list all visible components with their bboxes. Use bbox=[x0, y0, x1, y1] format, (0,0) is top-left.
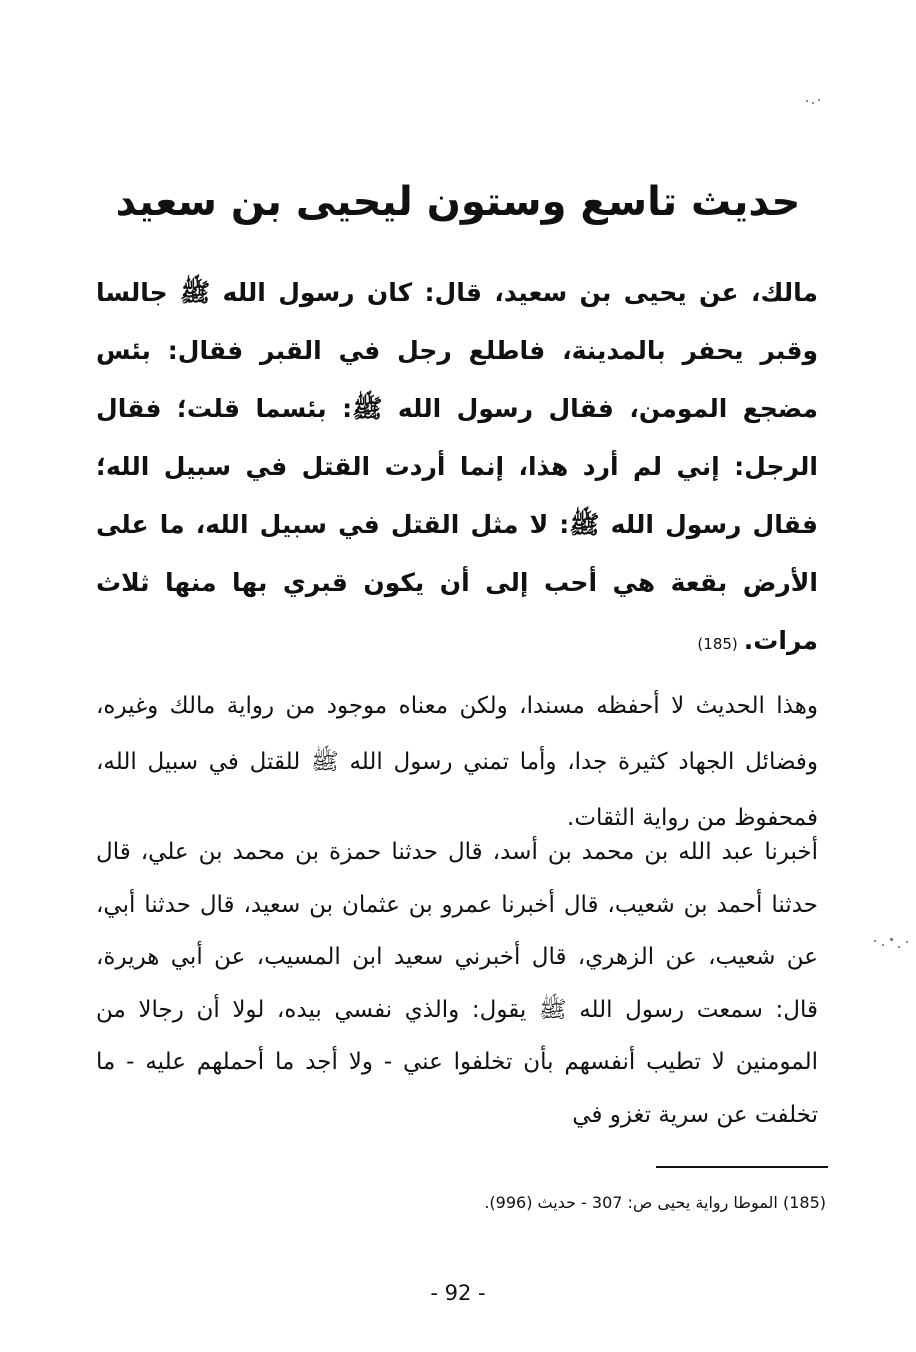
commentary-paragraph: وهذا الحديث لا أحفظه مسندا، ولكن معناه موجود من رواية مالك وغيره، وفضائل الجهاد كثيرة جدا، وأما تمني رسول الله ﷺ للقتل في سبيل الله، فمحفوظ من رواية الثقات. bbox=[96, 693, 818, 831]
footnote: (185) الموطا رواية يحيى ص: 307 - حديث (996). bbox=[484, 1193, 826, 1212]
page-number: - 92 - bbox=[430, 1281, 486, 1305]
hadith-paragraph bbox=[96, 264, 818, 673]
footnote-reference: (185) bbox=[697, 635, 738, 653]
footnote-divider bbox=[656, 1166, 828, 1168]
chapter-heading: حديث تاسع وستون ليحيى بن سعيد bbox=[115, 178, 801, 225]
isnad-paragraph: أخبرنا عبد الله بن محمد بن أسد، قال حدثنا حمزة بن محمد بن علي، قال حدثنا أحمد بن شعيب، قال أخبرنا عمرو بن عثمان بن سعيد، قال حدثنا أبي، عن شعيب، عن الزهري، قال أخبرني سعيد ابن المسيب، عن أبي هريرة، قال: سمعت رسول الله ﷺ يقول: والذي نفسي بيده، لولا أن رجالا من المومنين لا تطيب أنفسهم بأن تخلفوا عني - ولا أجد ما أحملهم عليه - ما تخلفت عن سرية تغزو في bbox=[96, 839, 818, 1128]
hadith-text: مالك، عن يحيى بن سعيد، قال: كان رسول الله ﷺ جالسا وقبر يحفر بالمدينة، فاطلع رجل في القبر فقال: بئس مضجع المومن، فقال رسول الله ﷺ: بئسما قلت؛ فقال الرجل: إني لم أرد هذا، إنما أردت القتل في سبيل الله؛ فقال رسول الله ﷺ: لا مثل القتل في سبيل الله، ما على الأرض بقعة هي أحب إلى أن يكون قبري بها منها ثلاث مرات. bbox=[96, 278, 818, 655]
